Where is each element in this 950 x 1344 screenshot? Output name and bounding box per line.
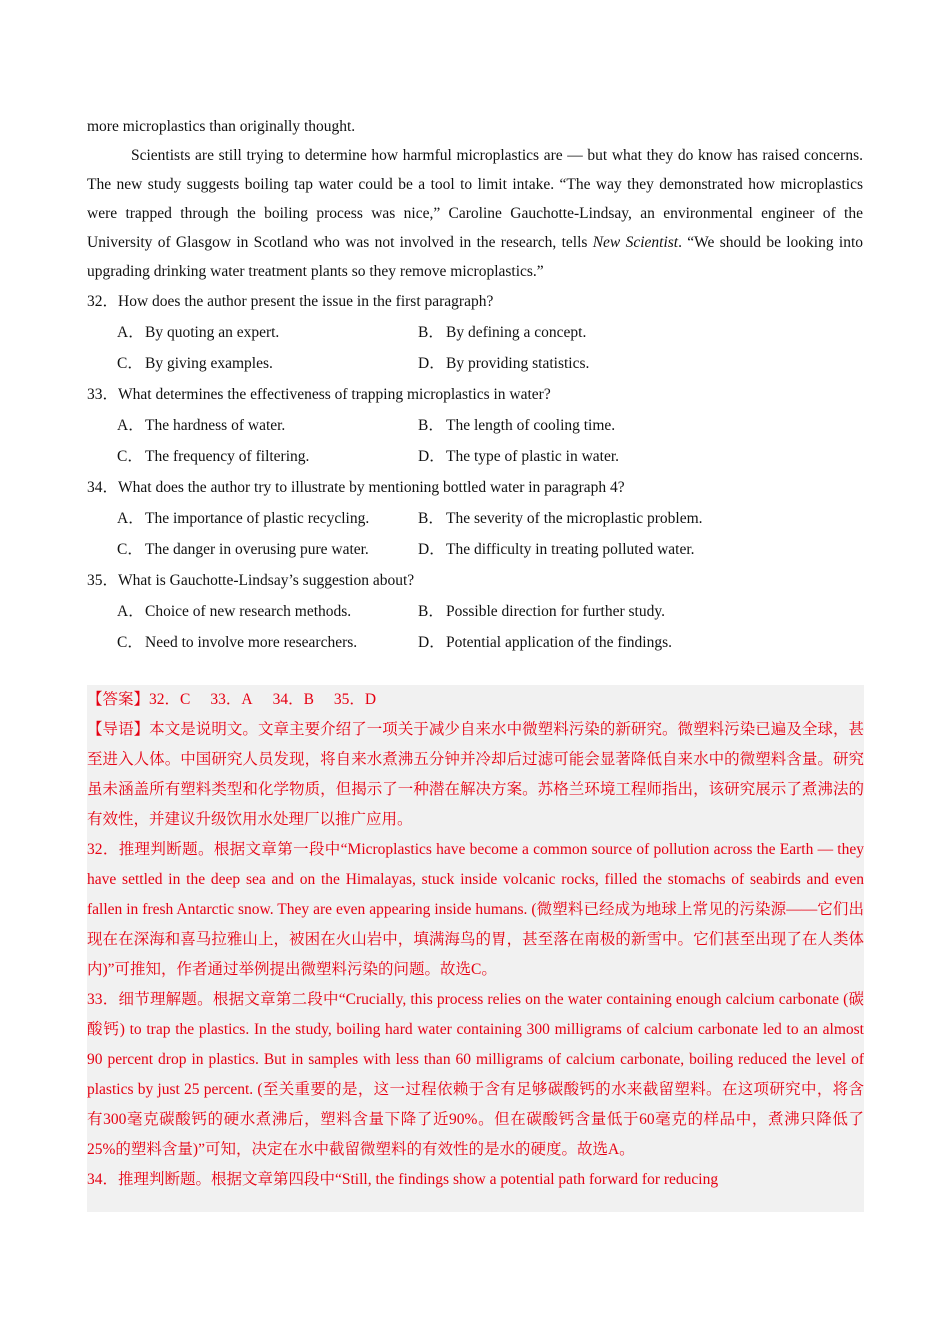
option[interactable] <box>117 441 309 472</box>
question-text: How does the author present the issue in the first paragraph? <box>118 293 494 310</box>
option-letter: A． <box>117 510 144 527</box>
option[interactable] <box>418 503 703 534</box>
explanation-32: 32．推理判断题。根据文章第一段中“Microplastics have become a common source of pollution across the Earth — they have settled in the deep sea and on the Himalayas, stuck inside volcanic rocks, filled the stomachs of seabirds and even fallen in fresh Antarctic snow. They are even appearing inside humans. (微塑料已经成为地球上常见的污染源——它们出现在在深海和喜马拉雅山上，被困在火山岩中，填满海鸟的胃，甚至落在南极的新雪中。它们甚至出现了在人类体内)”可推知，作者通过举例提出微塑料污染的问题。故选C。 <box>87 841 864 978</box>
option-text: The hardness of water. <box>145 417 286 434</box>
option-text: By providing statistics. <box>446 355 590 372</box>
option-letter: B． <box>418 324 444 341</box>
explanation-34: 34．推理判断题。根据文章第四段中“Still, the findings show a potential path forward for reducing <box>87 1171 719 1188</box>
option-text: The danger in overusing pure water. <box>145 541 369 558</box>
option[interactable] <box>418 317 586 348</box>
question <box>87 565 863 596</box>
guide-label: 【导语】 <box>87 721 150 738</box>
option-letter: C． <box>117 355 143 372</box>
guide-text: 本文是说明文。文章主要介绍了一项关于减少自来水中微塑料污染的新研究。微塑料污染已遍及全球，甚至进入人体。中国研究人员发现，将自来水煮沸五分钟并冷却后过滤可能会显著降低自来水中的微塑料含量。研究虽未涵盖所有塑料类型和化学物质，但揭示了一种潜在解决方案。苏格兰环境工程师指出，该研究展示了煮沸法的有效性，并建议升级饮用水处理厂以推广应用。 <box>87 721 864 828</box>
option-text: By defining a concept. <box>446 324 587 341</box>
option-letter: C． <box>117 541 143 558</box>
option[interactable] <box>117 503 369 534</box>
option-row <box>87 596 863 627</box>
question-text: What does the author try to illustrate by mentioning bottled water in paragraph 4? <box>118 479 625 496</box>
answer-explanation-box <box>87 685 864 1212</box>
passage-text: Scientists are still trying to determine how harmful microplastics are — but what they do know has raised concerns. The new study suggests boiling tap water could be a tool to limit intake. “The way they demonstrated how microplastics were trapped through the boiling process was nice,” Caroline Gauchotte-Lindsay, an environmental engineer of the University of Glasgow in Scotland who was not involved in the research, tells <box>87 147 863 251</box>
question-text: What is Gauchotte-Lindsay’s suggestion about? <box>118 572 415 589</box>
option-text: Possible direction for further study. <box>446 603 665 620</box>
explanation-33: 33．细节理解题。根据文章第二段中“Crucially, this process relies on the water containing enough calcium carbonate (碳酸钙) to trap the plastics. In the study, boiling hard water containing 300 milligrams of calcium carbonate led to an almost 90 percent drop in plastics. But in samples with less than 60 milligrams of calcium carbonate, boiling reduced the level of plastics by just 25 percent. (至关重要的是，这一过程依赖于含有足够碳酸钙的水来截留塑料。在这项研究中，将含有300毫克碳酸钙的硬水煮沸后，塑料含量下降了近90%。但在碳酸钙含量低于60毫克的样品中，煮沸只降低了25%的塑料含量)”可知，决定在水中截留微塑料的有效性的是水的硬度。故选A。 <box>87 991 864 1158</box>
guide-paragraph <box>87 715 864 835</box>
question <box>87 286 863 317</box>
option-letter: B． <box>418 603 444 620</box>
option-row <box>87 503 863 534</box>
option-letter: A． <box>117 324 144 341</box>
option-letter: A． <box>117 417 144 434</box>
option[interactable] <box>418 627 672 658</box>
option[interactable] <box>117 410 285 441</box>
option-row <box>87 441 863 472</box>
passage-paragraph <box>87 141 863 286</box>
option-letter: C． <box>117 634 143 651</box>
passage-line: more microplastics than originally thought. <box>87 118 356 135</box>
option-text: The type of plastic in water. <box>446 448 620 465</box>
option-letter: B． <box>418 510 444 527</box>
option-text: The length of cooling time. <box>446 417 616 434</box>
question <box>87 379 863 410</box>
option-letter: D． <box>418 355 445 372</box>
answer-item: 32．C <box>149 691 191 708</box>
question-page <box>87 112 863 658</box>
option-text: By quoting an expert. <box>145 324 280 341</box>
option-letter: D． <box>418 541 445 558</box>
answer-item: 33．A <box>210 691 253 708</box>
option-letter: B． <box>418 417 444 434</box>
question-text: What determines the effectiveness of trapping microplastics in water? <box>118 386 551 403</box>
option[interactable] <box>418 348 589 379</box>
option-row <box>87 410 863 441</box>
option-text: Potential application of the findings. <box>446 634 672 651</box>
option[interactable] <box>418 596 665 627</box>
question-number: 34． <box>87 479 119 496</box>
option-letter: D． <box>418 634 445 651</box>
option[interactable] <box>117 317 279 348</box>
answer-item: 34．B <box>272 691 314 708</box>
option-row <box>87 534 863 565</box>
question-number: 35． <box>87 572 119 589</box>
answer-label: 【答案】 <box>87 691 150 708</box>
option-text: By giving examples. <box>145 355 273 372</box>
option-text: Choice of new research methods. <box>145 603 352 620</box>
question-number: 32． <box>87 293 119 310</box>
option[interactable] <box>117 596 351 627</box>
option-row <box>87 627 863 658</box>
answer-item: 35．D <box>333 691 377 708</box>
option-text: The severity of the microplastic problem. <box>446 510 703 527</box>
option[interactable] <box>117 627 357 658</box>
option-letter: D． <box>418 448 445 465</box>
option[interactable] <box>418 441 619 472</box>
publication-name: New Scientist <box>592 234 679 251</box>
option-text: Need to involve more researchers. <box>145 634 358 651</box>
option[interactable] <box>117 348 273 379</box>
option[interactable] <box>117 534 369 565</box>
question <box>87 472 863 503</box>
option-row <box>87 348 863 379</box>
option-letter: A． <box>117 603 144 620</box>
passage-text: . “We should be looking into upgrading drinking water treatment plants so they remove microplastics.” <box>87 234 864 280</box>
answer-key <box>87 685 864 715</box>
option-text: The frequency of filtering. <box>145 448 310 465</box>
question-number: 33． <box>87 386 119 403</box>
option[interactable] <box>418 534 695 565</box>
option-text: The difficulty in treating polluted water. <box>446 541 695 558</box>
option-letter: C． <box>117 448 143 465</box>
option[interactable] <box>418 410 615 441</box>
option-row <box>87 317 863 348</box>
option-text: The importance of plastic recycling. <box>145 510 370 527</box>
